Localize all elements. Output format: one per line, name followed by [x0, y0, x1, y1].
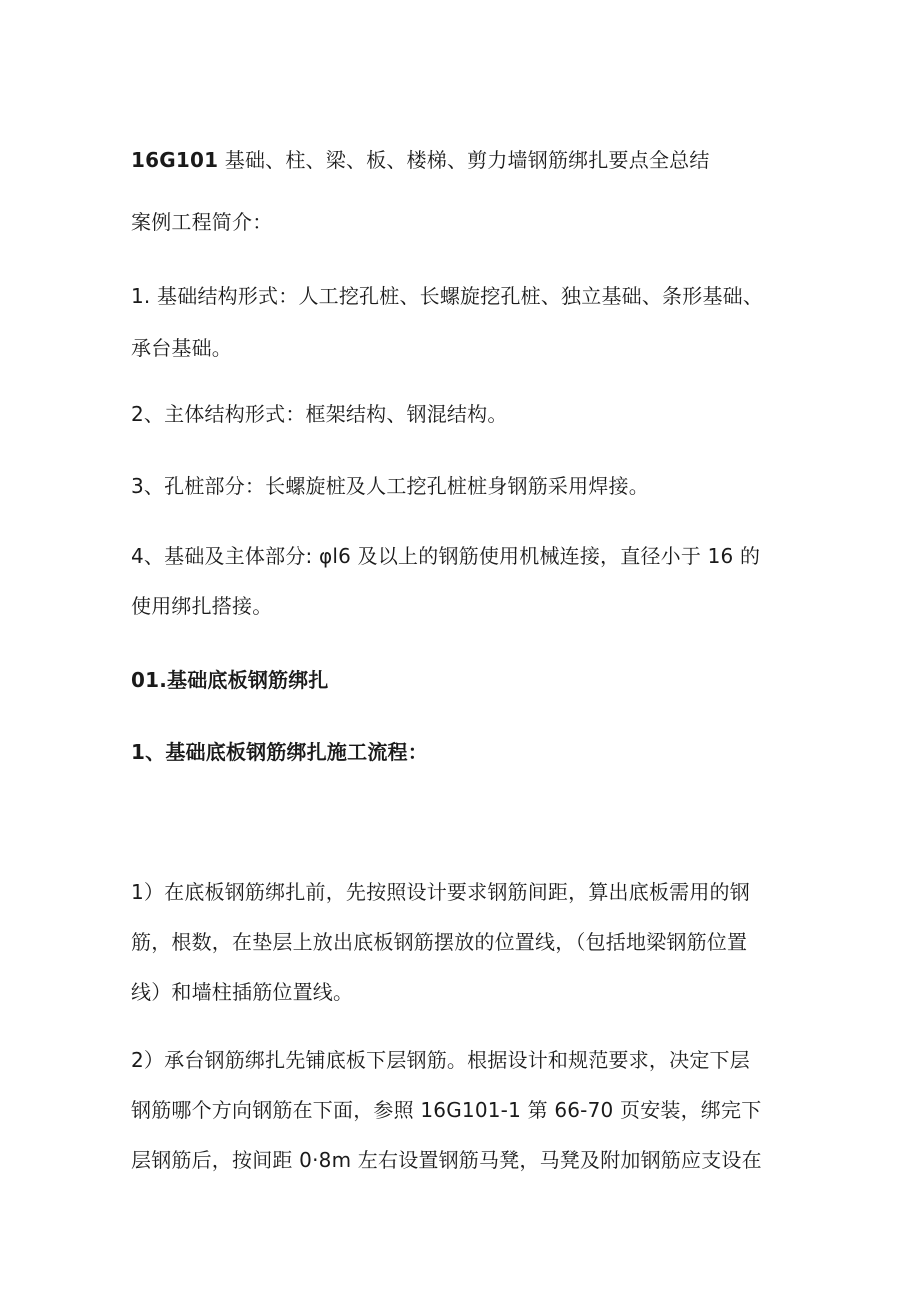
item-1-line-2: 承台基础。	[131, 336, 232, 360]
item-1-line-1: 1. 基础结构形式：人工挖孔桩、长螺旋挖孔桩、独立基础、条形基础、	[131, 284, 764, 308]
item-4-line-2: 使用绑扎搭接。	[131, 594, 273, 618]
item-2-line-1: 2、主体结构形式：框架结构、钢混结构。	[131, 402, 508, 426]
item-4-line-1: 4、基础及主体部分: φl6 及以上的钢筋使用机械连接，直径小于 16 的	[131, 544, 761, 568]
step-2-line-2: 钢筋哪个方向钢筋在下面，参照 16G101-1 第 66-70 页安装，绑完下	[131, 1098, 762, 1122]
section-heading: 01.基础底板钢筋绑扎	[131, 668, 329, 692]
step-1-line-2: 筋，根数，在垫层上放出底板钢筋摆放的位置线，（包括地梁钢筋位置	[131, 930, 748, 954]
item-3-line-1: 3、孔桩部分：长螺旋桩及人工挖孔桩桩身钢筋采用焊接。	[131, 474, 649, 498]
subsection-heading: 1、基础底板钢筋绑扎施工流程：	[131, 740, 428, 764]
step-2-line-3: 层钢筋后，按间距 0·8m 左右设置钢筋马凳，马凳及附加钢筋应支设在	[131, 1148, 762, 1172]
intro-heading: 案例工程简介：	[131, 210, 273, 234]
step-1-line-3: 线）和墙柱插筋位置线。	[131, 980, 354, 1004]
title-prefix: 16G101	[131, 148, 219, 172]
document-title	[131, 134, 710, 186]
title-text: 基础、柱、梁、板、楼梯、剪力墙钢筋绑扎要点全总结	[218, 148, 710, 172]
step-1-line-1: 1）在底板钢筋绑扎前，先按照设计要求钢筋间距，算出底板需用的钢	[131, 880, 750, 904]
step-2-line-1: 2）承台钢筋绑扎先铺底板下层钢筋。根据设计和规范要求，决定下层	[131, 1048, 750, 1072]
